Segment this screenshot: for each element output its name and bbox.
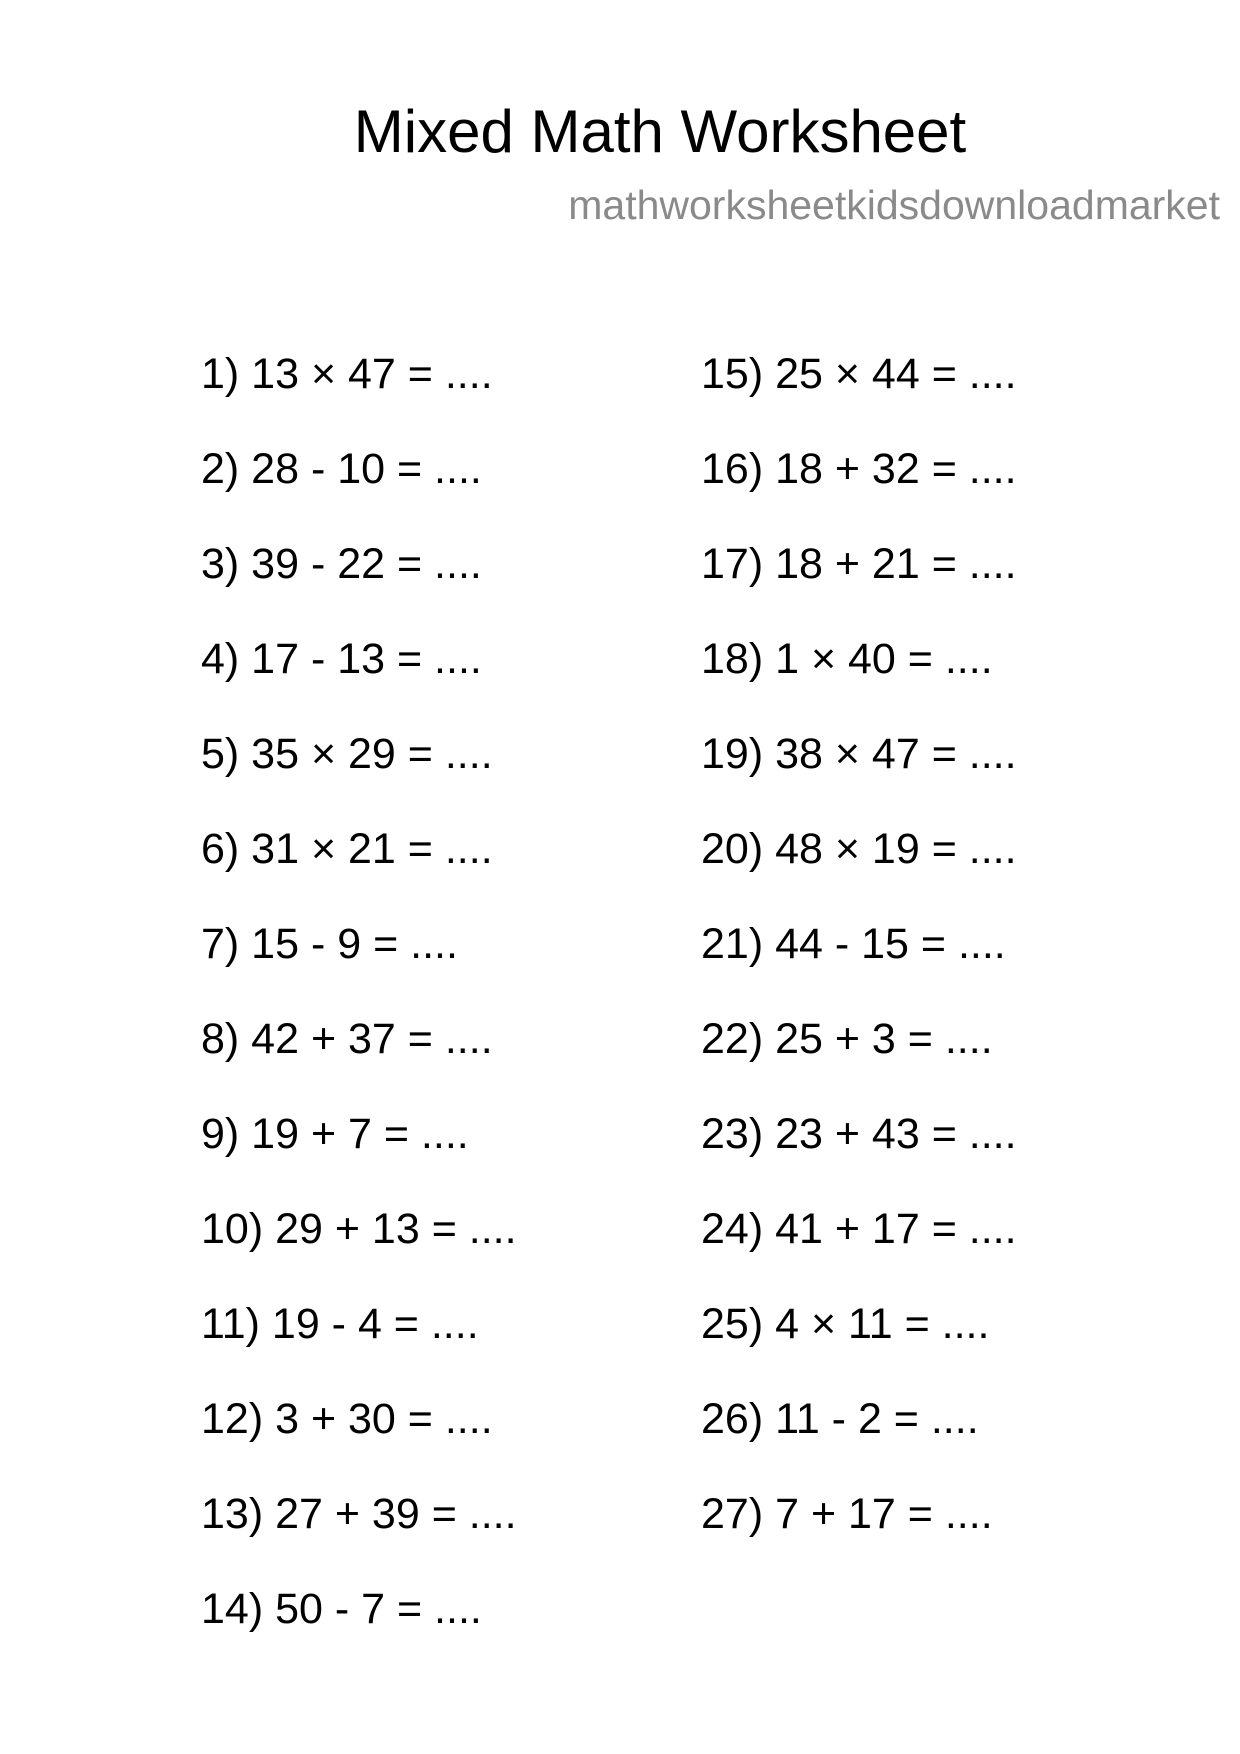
problem-item: 6) 31 × 21 = .... (201, 825, 493, 873)
problem-item: 10) 29 + 13 = .... (201, 1205, 517, 1253)
problem-item: 24) 41 + 17 = .... (701, 1205, 1017, 1253)
problem-item: 14) 50 - 7 = .... (201, 1585, 482, 1633)
problem-item: 27) 7 + 17 = .... (701, 1490, 993, 1538)
problem-item: 2) 28 - 10 = .... (201, 445, 482, 493)
problem-item: 19) 38 × 47 = .... (701, 730, 1017, 778)
problem-item: 26) 11 - 2 = .... (701, 1395, 979, 1443)
problem-item: 18) 1 × 40 = .... (701, 635, 993, 683)
problem-item: 8) 42 + 37 = .... (201, 1015, 493, 1063)
problem-item: 7) 15 - 9 = .... (201, 920, 458, 968)
problem-item: 1) 13 × 47 = .... (201, 350, 493, 398)
problem-item: 17) 18 + 21 = .... (701, 540, 1017, 588)
problem-column-left (201, 344, 517, 1674)
problem-item: 15) 25 × 44 = .... (701, 350, 1017, 398)
problem-item: 23) 23 + 43 = .... (701, 1110, 1017, 1158)
problem-item: 11) 19 - 4 = .... (201, 1300, 479, 1348)
problem-item: 5) 35 × 29 = .... (201, 730, 493, 778)
worksheet-source-label: mathworksheetkidsdownloadmarket (568, 182, 1220, 228)
problem-item: 21) 44 - 15 = .... (701, 920, 1006, 968)
problem-item: 9) 19 + 7 = .... (201, 1110, 469, 1158)
problem-item: 4) 17 - 13 = .... (201, 635, 482, 683)
problem-item: 20) 48 × 19 = .... (701, 825, 1017, 873)
problem-item: 13) 27 + 39 = .... (201, 1490, 517, 1538)
problem-item: 16) 18 + 32 = .... (701, 445, 1017, 493)
problem-column-right (701, 344, 1017, 1579)
problem-item: 12) 3 + 30 = .... (201, 1395, 493, 1443)
problem-item: 3) 39 - 22 = .... (201, 540, 482, 588)
worksheet-title: Mixed Math Worksheet (353, 98, 967, 165)
problem-item: 25) 4 × 11 = .... (701, 1300, 990, 1348)
problem-item: 22) 25 + 3 = .... (701, 1015, 993, 1063)
